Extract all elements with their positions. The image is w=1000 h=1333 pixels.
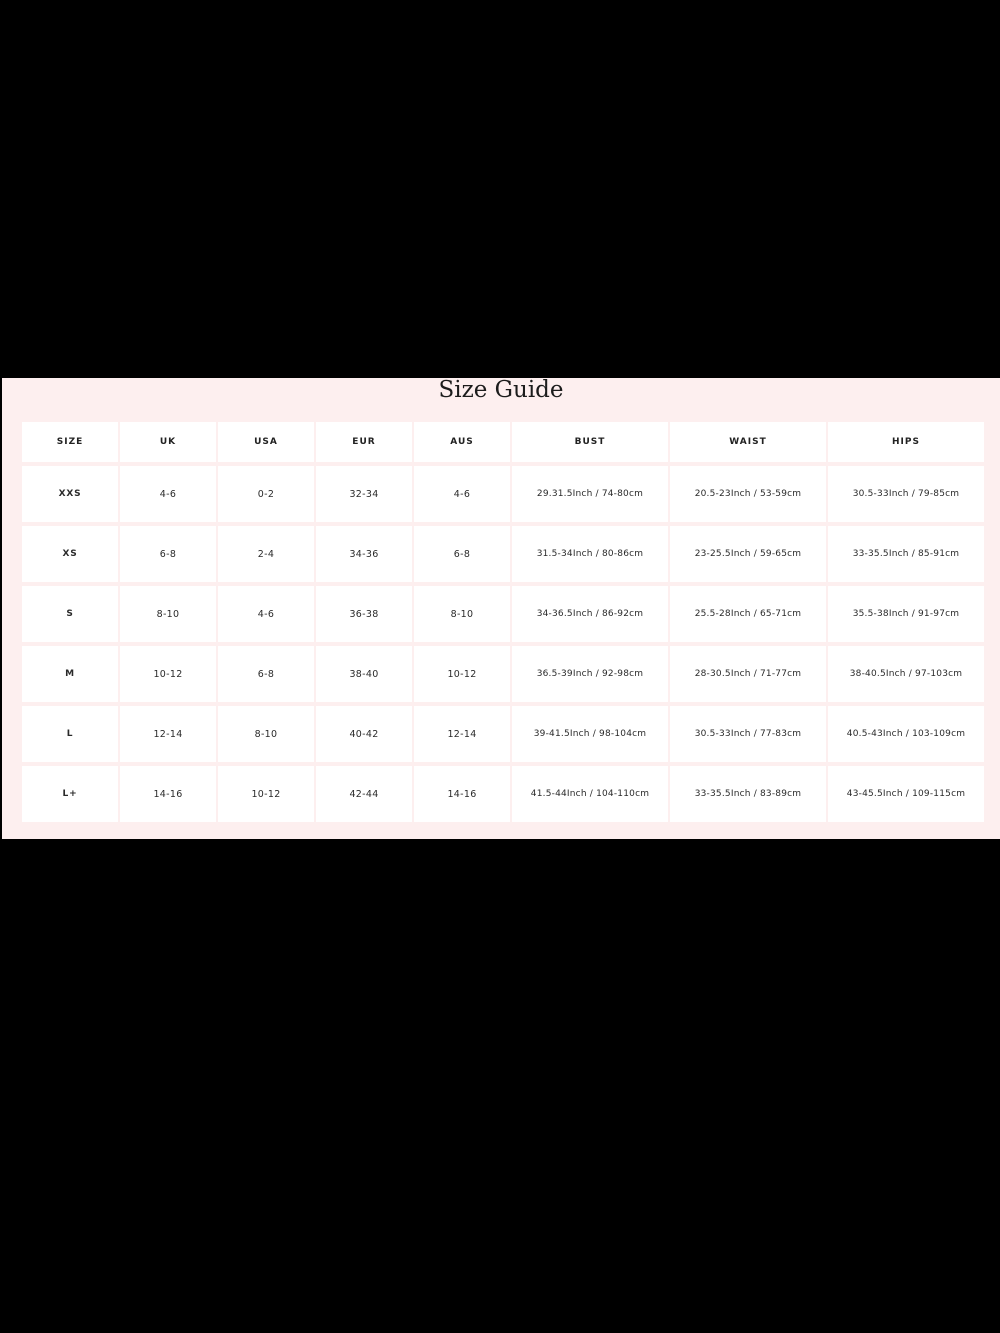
column-header-uk: UK [120, 422, 216, 462]
table-cell-eur: 36-38 [316, 586, 412, 642]
column-header-hips: HIPS [828, 422, 984, 462]
table-cell-aus: 6-8 [414, 526, 510, 582]
table-cell-eur: 40-42 [316, 706, 412, 762]
size-guide-panel [2, 378, 1000, 839]
table-cell-aus: 10-12 [414, 646, 510, 702]
table-cell-eur: 32-34 [316, 466, 412, 522]
table-cell-usa: 6-8 [218, 646, 314, 702]
table-cell-bust: 34-36.5Inch / 86-92cm [512, 586, 668, 642]
table-cell-bust: 31.5-34Inch / 80-86cm [512, 526, 668, 582]
table-cell-waist: 23-25.5Inch / 59-65cm [670, 526, 826, 582]
table-cell-bust: 41.5-44Inch / 104-110cm [512, 766, 668, 822]
table-cell-hips: 40.5-43Inch / 103-109cm [828, 706, 984, 762]
page-title: Size Guide [438, 377, 564, 403]
table-cell-uk: 4-6 [120, 466, 216, 522]
table-cell-usa: 4-6 [218, 586, 314, 642]
table-cell-aus: 14-16 [414, 766, 510, 822]
table-cell-size: M [22, 646, 118, 702]
table-cell-hips: 43-45.5Inch / 109-115cm [828, 766, 984, 822]
table-cell-usa: 8-10 [218, 706, 314, 762]
table-cell-waist: 28-30.5Inch / 71-77cm [670, 646, 826, 702]
table-cell-hips: 38-40.5Inch / 97-103cm [828, 646, 984, 702]
table-cell-usa: 10-12 [218, 766, 314, 822]
table-cell-usa: 2-4 [218, 526, 314, 582]
table-cell-aus: 12-14 [414, 706, 510, 762]
table-cell-eur: 42-44 [316, 766, 412, 822]
table-cell-waist: 30.5-33Inch / 77-83cm [670, 706, 826, 762]
column-header-usa: USA [218, 422, 314, 462]
table-cell-size: XXS [22, 466, 118, 522]
table-cell-waist: 20.5-23Inch / 53-59cm [670, 466, 826, 522]
table-cell-size: XS [22, 526, 118, 582]
table-cell-hips: 33-35.5Inch / 85-91cm [828, 526, 984, 582]
table-cell-hips: 30.5-33Inch / 79-85cm [828, 466, 984, 522]
column-header-eur: EUR [316, 422, 412, 462]
table-cell-uk: 10-12 [120, 646, 216, 702]
table-cell-uk: 14-16 [120, 766, 216, 822]
table-cell-aus: 4-6 [414, 466, 510, 522]
table-cell-size: L [22, 706, 118, 762]
table-cell-waist: 25.5-28Inch / 65-71cm [670, 586, 826, 642]
column-header-bust: BUST [512, 422, 668, 462]
table-cell-hips: 35.5-38Inch / 91-97cm [828, 586, 984, 642]
column-header-waist: WAIST [670, 422, 826, 462]
table-cell-size: L+ [22, 766, 118, 822]
column-header-aus: AUS [414, 422, 510, 462]
table-cell-waist: 33-35.5Inch / 83-89cm [670, 766, 826, 822]
table-cell-usa: 0-2 [218, 466, 314, 522]
table-cell-bust: 29.31.5Inch / 74-80cm [512, 466, 668, 522]
table-cell-eur: 38-40 [316, 646, 412, 702]
table-cell-bust: 39-41.5Inch / 98-104cm [512, 706, 668, 762]
table-cell-bust: 36.5-39Inch / 92-98cm [512, 646, 668, 702]
table-cell-size: S [22, 586, 118, 642]
table-cell-uk: 12-14 [120, 706, 216, 762]
table-cell-aus: 8-10 [414, 586, 510, 642]
size-table [22, 422, 984, 822]
table-cell-uk: 6-8 [120, 526, 216, 582]
table-cell-eur: 34-36 [316, 526, 412, 582]
column-header-size: SIZE [22, 422, 118, 462]
table-cell-uk: 8-10 [120, 586, 216, 642]
